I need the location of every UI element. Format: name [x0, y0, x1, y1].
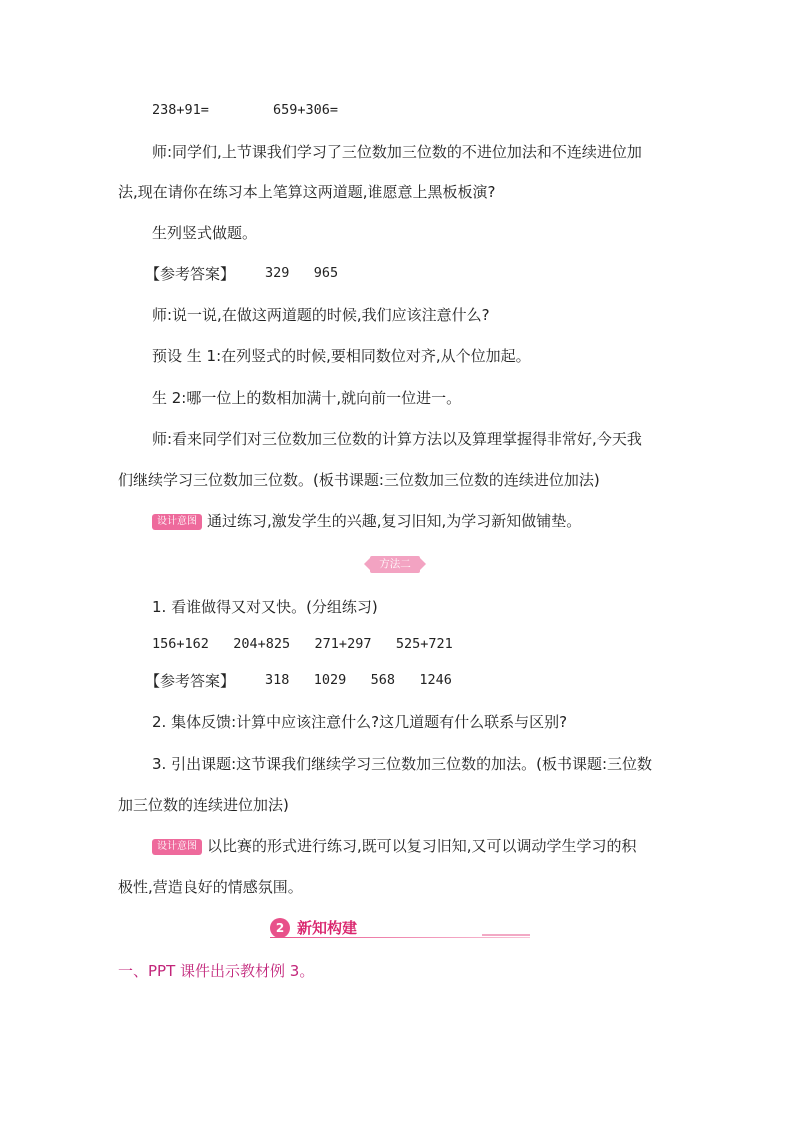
step-1: 1. 看谁做得又对又快。(分组练习) — [152, 598, 378, 616]
method-tag: 方法二 — [370, 556, 420, 573]
step-3-cont: 加三位数的连续进位加法) — [118, 796, 289, 814]
teacher-line-2-cont: 们继续学习三位数加三位数。(板书课题:三位数加三位数的连续进位加法) — [118, 471, 600, 489]
design-intent-badge: 设计意图 — [152, 514, 202, 530]
student-2: 生 2:哪一位上的数相加满十,就向前一位进一。 — [152, 389, 462, 407]
teacher-question: 师:说一说,在做这两道题的时候,我们应该注意什么? — [152, 306, 490, 324]
design-intent-text: 通过练习,激发学生的兴趣,复习旧知,为学习新知做铺垫。 — [207, 512, 582, 530]
teacher-line-1: 师:同学们,上节课我们学习了三位数加三位数的不进位加法和不连续进位加 — [152, 143, 642, 161]
answer-values-1: 329 965 — [265, 265, 339, 281]
ppt-example: 一、PPT 课件出示教材例 3。 — [118, 962, 315, 980]
design-intent-badge: 设计意图 — [152, 839, 202, 855]
design-intent-2-cont: 极性,营造良好的情感氛围。 — [118, 878, 303, 896]
design-intent-2 — [152, 835, 637, 856]
preset-student-1: 预设 生 1:在列竖式的时候,要相同数位对齐,从个位加起。 — [152, 347, 531, 365]
answer-values-2: 318 1029 568 1246 — [265, 672, 452, 688]
equation-1: 238+91= — [152, 102, 209, 118]
design-intent-text: 以比赛的形式进行练习,既可以复习旧知,又可以调动学生学习的积 — [207, 837, 637, 855]
teacher-line-2: 师:看来同学们对三位数加三位数的计算方法以及算理掌握得非常好,今天我 — [152, 430, 642, 448]
equation-2: 659+306= — [273, 102, 339, 118]
design-intent-1 — [152, 510, 581, 531]
answer-label-1: 【参考答案】 — [145, 265, 236, 283]
section-underline — [270, 937, 530, 938]
answer-label-2: 【参考答案】 — [145, 672, 236, 690]
section-number: 2 — [270, 918, 290, 938]
group-equations: 156+162 204+825 271+297 525+721 — [152, 636, 453, 652]
teacher-line-1-cont: 法,现在请你在练习本上笔算这两道题,谁愿意上黑板板演? — [118, 183, 496, 201]
section-underline-accent — [482, 934, 530, 936]
step-3: 3. 引出课题:这节课我们继续学习三位数加三位数的加法。(板书课题:三位数 — [152, 755, 653, 773]
student-line: 生列竖式做题。 — [152, 224, 258, 242]
section-title: 新知构建 — [297, 919, 358, 937]
step-2: 2. 集体反馈:计算中应该注意什么?这几道题有什么联系与区别? — [152, 713, 568, 731]
section-heading — [270, 917, 357, 939]
